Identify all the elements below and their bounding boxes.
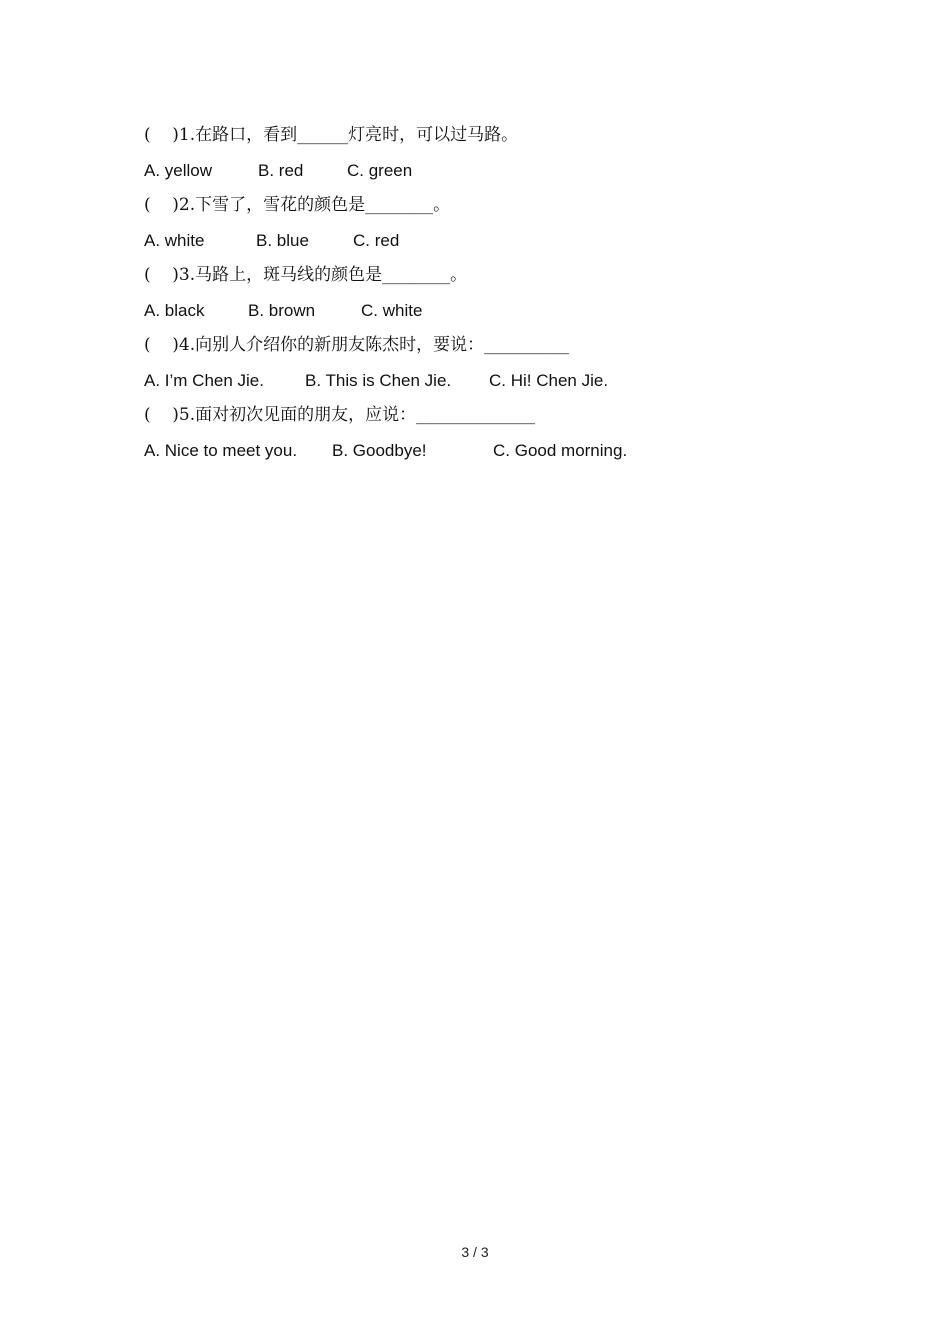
option-b: B. This is Chen Jie. bbox=[305, 371, 452, 390]
question-options-4 bbox=[144, 363, 844, 398]
question-options-1 bbox=[144, 153, 844, 188]
option-c: C. Hi! Chen Jie. bbox=[489, 371, 609, 390]
option-c: C. white bbox=[361, 301, 423, 320]
option-a: A. black bbox=[144, 301, 205, 320]
question-stem-4: ( )4.向别人介绍你的新朋友陈杰时，要说：__________ bbox=[144, 335, 570, 355]
option-c: C. Good morning. bbox=[493, 441, 628, 460]
option-a: A. I’m Chen Jie. bbox=[144, 371, 264, 390]
question-stem-1: ( )1.在路口，看到______灯亮时，可以过马路。 bbox=[144, 125, 519, 145]
question-stem-3: ( )3.马路上，斑马线的颜色是________。 bbox=[144, 265, 468, 285]
option-b: B. blue bbox=[256, 231, 309, 250]
question-options-3 bbox=[144, 293, 844, 328]
question-options-5 bbox=[144, 433, 844, 468]
question-options-2 bbox=[144, 223, 844, 258]
question-stem-2: ( )2.下雪了，雪花的颜色是________。 bbox=[144, 195, 451, 215]
question-list bbox=[144, 118, 844, 468]
option-a: A. white bbox=[144, 231, 205, 250]
option-a: A. yellow bbox=[144, 161, 213, 180]
option-b: B. brown bbox=[248, 301, 316, 320]
option-c: C. red bbox=[353, 231, 400, 250]
question-stem-5: ( )5.面对初次见面的朋友，应说：______________ bbox=[144, 405, 536, 425]
option-a: A. Nice to meet you. bbox=[144, 441, 298, 460]
option-b: B. Goodbye! bbox=[332, 441, 427, 460]
option-b: B. red bbox=[258, 161, 304, 180]
option-c: C. green bbox=[347, 161, 413, 180]
page-number: 3 / 3 bbox=[461, 1244, 489, 1260]
